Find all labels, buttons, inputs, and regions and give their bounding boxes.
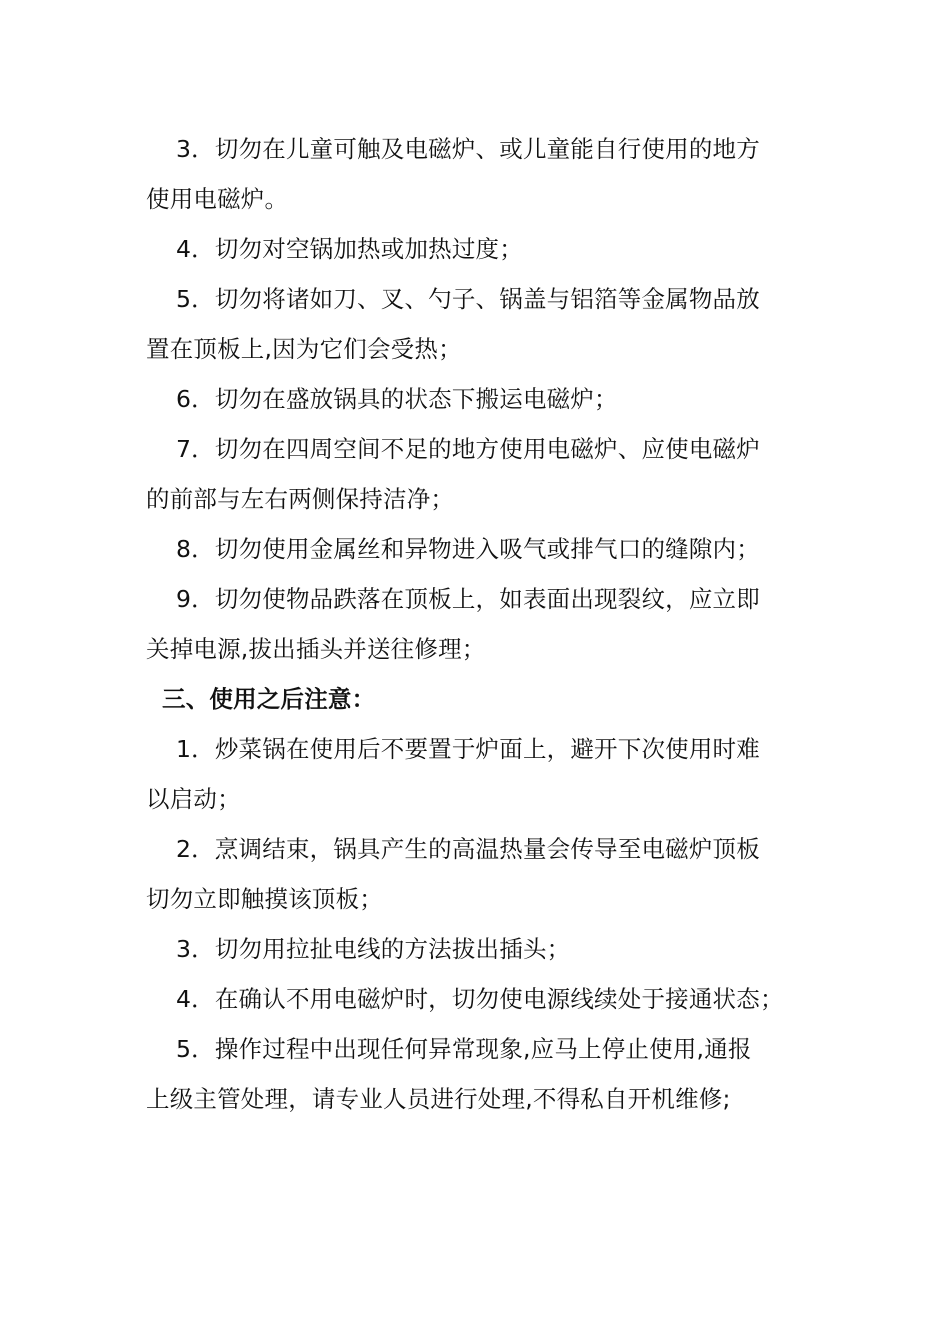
section-heading: 三、使用之后注意： <box>162 685 376 713</box>
list-item-line: 9．切勿使物品跌落在顶板上，如表面出现裂纹，应立即 <box>176 585 760 613</box>
list-item-line: 5．切勿将诸如刀、叉、勺子、锅盖与铝箔等金属物品放 <box>176 285 760 313</box>
list-item-continuation: 使用电磁炉。 <box>146 185 289 213</box>
list-item-continuation: 置在顶板上,因为它们会受热； <box>146 335 462 363</box>
list-item-continuation: 关掉电源,拔出插头并送往修理； <box>146 635 486 663</box>
list-item-line: 8．切勿使用金属丝和异物进入吸气或排气口的缝隙内； <box>176 535 760 563</box>
list-item-line: 5．操作过程中出现任何异常现象,应马上停止使用,通报 <box>176 1035 752 1063</box>
list-item-line: 2．烹调结束，锅具产生的高温热量会传导至电磁炉顶板 <box>176 835 760 863</box>
list-item-continuation: 切勿立即触摸该顶板； <box>146 885 383 913</box>
list-item-line: 7．切勿在四周空间不足的地方使用电磁炉、应使电磁炉 <box>176 435 760 463</box>
list-item-line: 3．切勿用拉扯电线的方法拔出插头； <box>176 935 571 963</box>
list-item-line: 1．炒菜锅在使用后不要置于炉面上，避开下次使用时难 <box>176 735 760 763</box>
list-item-line: 4．切勿对空锅加热或加热过度； <box>176 235 523 263</box>
list-item-line: 4．在确认不用电磁炉时，切勿使电源线续处于接通状态； <box>176 985 784 1013</box>
list-item-line: 3．切勿在儿童可触及电磁炉、或儿童能自行使用的地方 <box>176 135 760 163</box>
list-item-line: 6．切勿在盛放锅具的状态下搬运电磁炉； <box>176 385 618 413</box>
list-item-continuation: 的前部与左右两侧保持洁净； <box>146 485 455 513</box>
document-body <box>146 124 816 1124</box>
list-item-continuation: 上级主管处理，请专业人员进行处理,不得私自开机维修; <box>146 1085 731 1113</box>
list-item-continuation: 以启动； <box>146 785 241 813</box>
